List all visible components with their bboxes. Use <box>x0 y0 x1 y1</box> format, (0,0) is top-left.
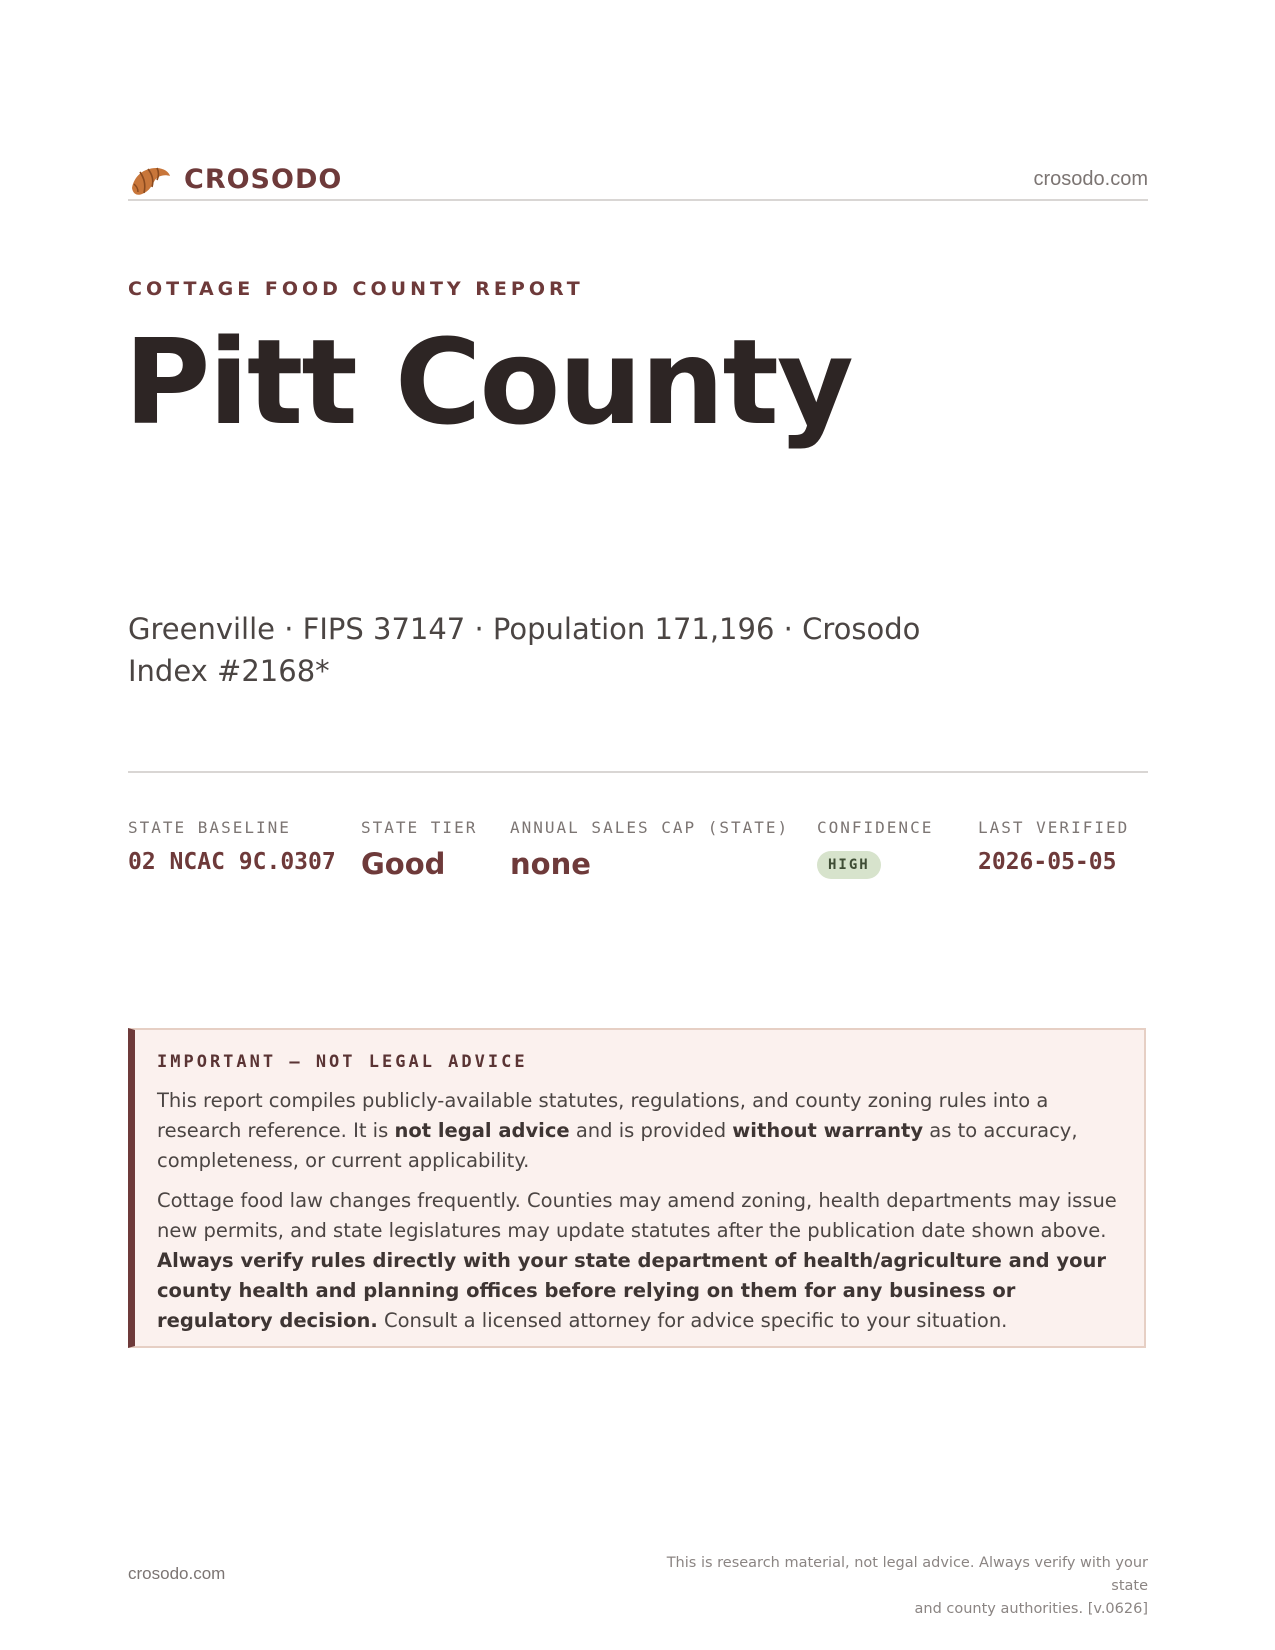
notice-text: as to accuracy, completeness, or current applicability. <box>157 1119 1078 1172</box>
section-divider <box>128 771 1148 773</box>
notice-paragraph <box>157 1186 1122 1336</box>
notice-text: and is provided <box>569 1119 733 1142</box>
report-page <box>124 0 1148 1650</box>
stat-value: Good <box>361 847 446 881</box>
footer-disclaimer-line: and county authorities. [v.0626] <box>914 1601 1148 1617</box>
county-subtitle: Greenville · FIPS 37147 · Population 171,196 · Crosodo Index #2168* <box>128 612 921 688</box>
page-title: Pitt County <box>124 313 852 451</box>
legal-notice <box>128 1028 1146 1348</box>
confidence-badge: HIGH <box>817 851 881 879</box>
notice-text: Cottage food law changes frequently. Counties may amend zoning, health departments may issue new permits, and state legislatures may update statutes after the publication date shown above. <box>157 1189 1117 1242</box>
footer-site-link[interactable]: crosodo.com <box>128 1564 226 1583</box>
header-divider <box>128 199 1148 201</box>
stat-value: none <box>510 847 591 881</box>
header-site-link[interactable]: crosodo.com <box>1033 168 1148 190</box>
notice-emphasis: Always verify rules directly with your state department of health/agriculture and your county health and planning offices before relying on them for any business or regulatory decision. <box>157 1249 1107 1332</box>
stat-confidence <box>817 818 933 879</box>
stat-annual-sales-cap <box>510 818 789 881</box>
notice-text: This report compiles publicly-available statutes, regulations, and county zoning rules into a research reference. It is <box>157 1089 1049 1142</box>
notice-text: Consult a licensed attorney for advice specific to your situation. <box>377 1309 1008 1332</box>
notice-body <box>157 1086 1122 1346</box>
stat-value: 02 NCAC 9C.0307 <box>128 849 336 875</box>
stat-state-baseline <box>128 818 336 875</box>
brand-name: CROSODO <box>184 164 343 195</box>
notice-paragraph <box>157 1086 1122 1176</box>
stat-label: STATE BASELINE <box>128 818 291 837</box>
croissant-icon <box>128 158 172 202</box>
footer-disclaimer <box>628 1552 1148 1621</box>
stat-label: LAST VERIFIED <box>978 818 1130 837</box>
stat-value: 2026-05-05 <box>978 849 1117 875</box>
stat-last-verified <box>978 818 1129 875</box>
notice-title: IMPORTANT — NOT LEGAL ADVICE <box>157 1052 528 1072</box>
report-eyebrow: COTTAGE FOOD COUNTY REPORT <box>128 278 584 300</box>
stat-state-tier <box>361 818 477 881</box>
footer-disclaimer-line: This is research material, not legal advice. Always verify with your state <box>666 1555 1148 1594</box>
stat-label: ANNUAL SALES CAP (STATE) <box>510 818 790 837</box>
stat-label: CONFIDENCE <box>817 818 934 837</box>
stat-label: STATE TIER <box>361 818 478 837</box>
notice-emphasis: not legal advice <box>394 1119 570 1142</box>
page-header <box>128 158 1148 212</box>
notice-emphasis: without warranty <box>732 1119 924 1142</box>
